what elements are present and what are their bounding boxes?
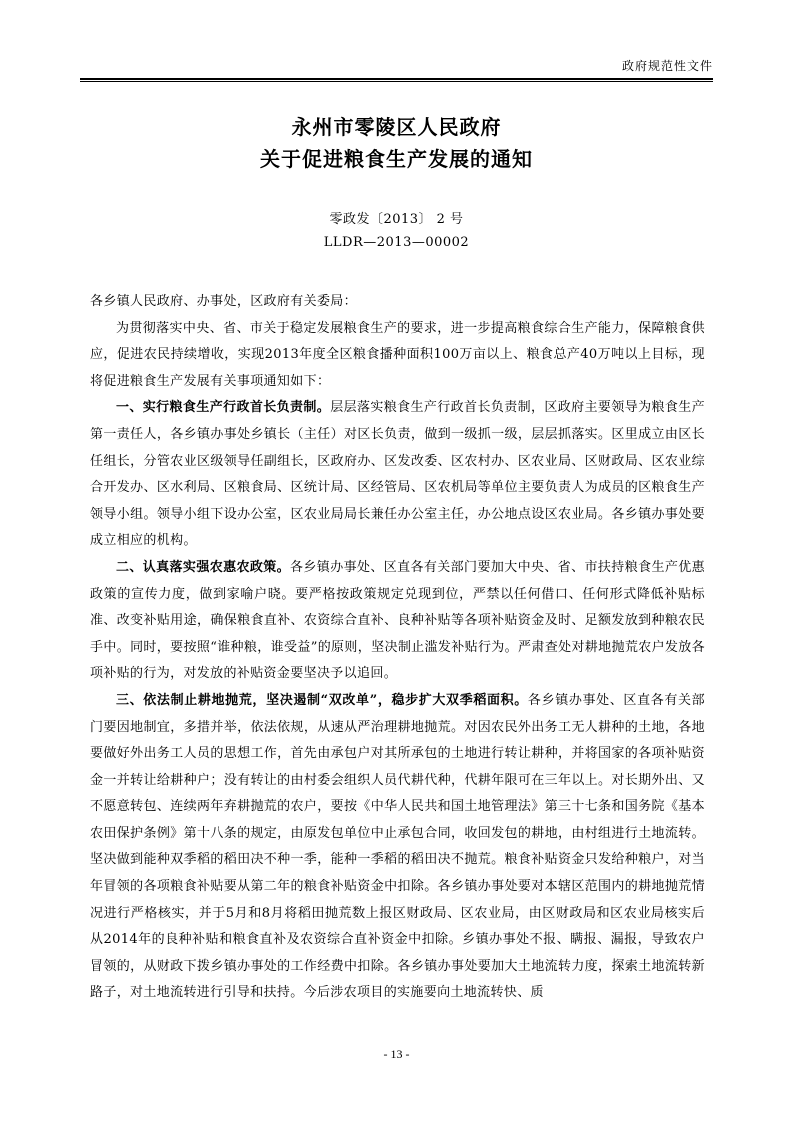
document-title-line-2: 关于促进粮食生产发展的通知 xyxy=(260,147,533,171)
section-text: 各乡镇办事处、区直各有关部门要加大中央、省、市扶持粮食生产优惠政策的宣传力度，做到家喻户晓。要严格按政策规定兑现到位，严禁以任何借口、任何形式降低补贴标准、改变补贴用途，确保粮食直补、农资综合直补、良种补贴等各项补贴资金及时、足额发放到种粮农民手中。同时，要按照“谁种粮，谁受益”的原则，坚决制止滥发补贴行为。严肃查处对耕地抛荒农户发放各项补贴的行为，对发放的补贴资金要坚决予以追回。 xyxy=(90,559,705,682)
section-paragraph-3 xyxy=(90,688,705,1007)
section-heading: 二、认真落实强农惠农政策。 xyxy=(116,559,291,575)
header-label: 政府规范性文件 xyxy=(621,59,713,73)
registration-number: LLDR—2013—00002 xyxy=(323,235,470,250)
document-title-line-1: 永州市零陵区人民政府 xyxy=(291,115,502,139)
section-paragraph-1 xyxy=(90,395,705,555)
section-text: 各乡镇办事处、区直各有关部门要因地制宜，多措并举，依法依规，从速从严治理耕地抛荒。对因农民外出务工无人耕种的土地，各地要做好外出务工人员的思想工作，首先由承包户对其所承包的土地进行转让耕种，并将国家的各项补贴资金一并转让给耕种户；没有转让的由村委会组织人员代耕代种，代耕年限可在三年以上。对长期外出、又不愿意转包、连续两年弃耕抛荒的农户，要按《中华人民共和国土地管理法》第三十七条和国务院《基本农田保护条例》第十八条的规定，由原发包单位中止承包合同，收回发包的耕地，由村组进行土地流转。坚决做到能种双季稻的稻田决不种一季，能种一季稻的稻田决不抛荒。粮食补贴资金只发给种粮户，对当年冒领的各项粮食补贴要从第二年的粮食补贴资金中扣除。各乡镇办事处要对本辖区范围内的耕地抛荒情况进行严格核实，并于5月和8月将稻田抛荒数上报区财政局、区农业局，由区财政局和区农业局核实后从2014年的良种补贴和粮食直补及农资综合直补资金中扣除。乡镇办事处不报、瞒报、漏报，导致农户冒领的，从财政下拨乡镇办事处的工作经费中扣除。各乡镇办事处要加大土地流转力度，探索土地流转新路子，对土地流转进行引导和扶持。今后涉农项目的实施要向土地流转快、质 xyxy=(90,692,705,1001)
page-number: - 13 - xyxy=(383,1047,410,1061)
section-heading: 三、依法制止耕地抛荒，坚决遏制“双改单”，稳步扩大双季稻面积。 xyxy=(116,692,528,708)
section-text: 层层落实粮食生产行政首长负责制，区政府主要领导为粮食生产第一责任人，各乡镇办事处乡镇长（主任）对区长负责，做到一级抓一级，层层抓落实。区里成立由区长任组长，分管农业区级领导任副组长，区政府办、区发改委、区农村办、区农业局、区财政局、区农业综合开发办、区水利局、区粮食局、区统计局、区经管局、区农机局等单位主要负责人为成员的区粮食生产领导小组。领导小组下设办公室，区农业局局长兼任办公室主任，办公地点设区农业局。各乡镇办事处要成立相应的机构。 xyxy=(90,400,705,549)
body-text xyxy=(90,289,705,1007)
header-rule xyxy=(80,78,713,82)
section-heading: 一、实行粮食生产行政首长负责制。 xyxy=(116,400,331,416)
salutation: 各乡镇人民政府、办事处，区政府有关委局： xyxy=(90,294,358,309)
document-number: 零政发〔2013〕 2 号 xyxy=(329,212,464,227)
intro-paragraph: 为贯彻落实中央、省、市关于稳定发展粮食生产的要求，进一步提高粮食综合生产能力，保障粮食供应，促进农民持续增收，实现2013年度全区粮食播种面积100万亩以上、粮食总产40万吨以上目标，现将促进粮食生产发展有关事项通知如下： xyxy=(90,320,705,389)
section-paragraph-2 xyxy=(90,555,705,688)
